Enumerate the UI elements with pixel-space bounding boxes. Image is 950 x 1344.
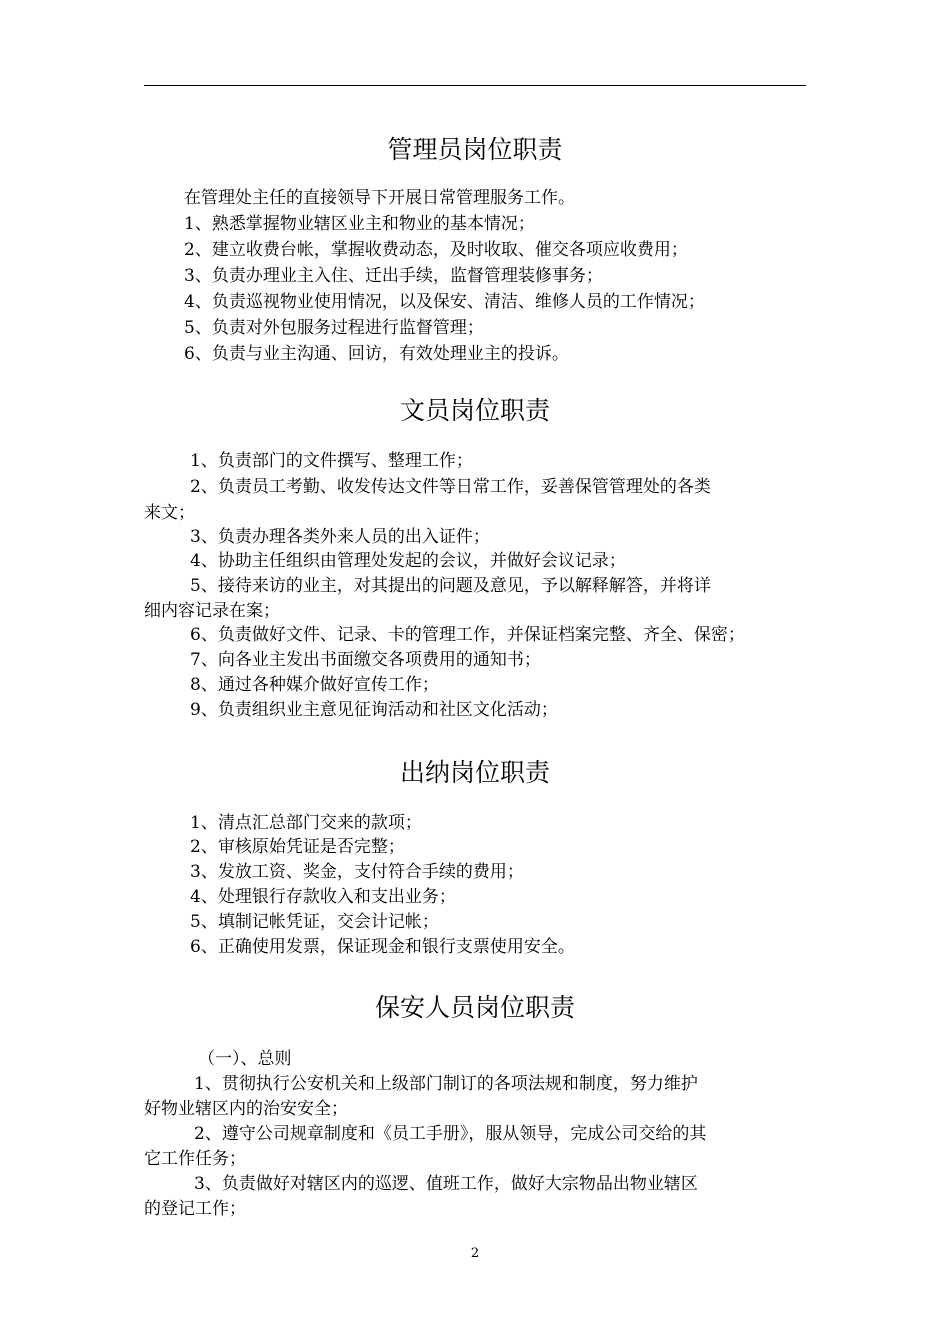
text-line: 1、清点汇总部门交来的款项； bbox=[190, 813, 422, 833]
text-line: 1、熟悉掌握物业辖区业主和物业的基本情况； bbox=[184, 214, 535, 234]
text-line: 2、遵守公司规章制度和《员工手册》，服从领导，完成公司交给的其 bbox=[194, 1124, 707, 1144]
text-line: 2、负责员工考勤、收发传达文件等日常工作，妥善保管管理处的各类 bbox=[190, 477, 711, 497]
text-line: 3、负责办理各类外来人员的出入证件； bbox=[190, 527, 490, 547]
text-line: 4、负责巡视物业使用情况，以及保安、清洁、维修人员的工作情况； bbox=[184, 292, 705, 312]
text-line: 5、接待来访的业主，对其提出的问题及意见，予以解释解答，并将详 bbox=[190, 576, 711, 596]
section-title-cashier: 出纳岗位职责 bbox=[399, 758, 550, 787]
text-line: 8、通过各种媒介做好宣传工作； bbox=[190, 675, 439, 695]
text-line: 3、负责办理业主入住、迁出手续，监督管理装修事务； bbox=[184, 266, 603, 286]
header-rule bbox=[144, 85, 806, 86]
text-line: 好物业辖区内的治安安全； bbox=[144, 1099, 348, 1119]
text-line: 2、建立收费台帐，掌握收费动态，及时收取、催交各项应收费用； bbox=[184, 240, 688, 260]
text-line: 9、负责组织业主意见征询活动和社区文化活动； bbox=[190, 700, 558, 720]
text-line: 5、填制记帐凭证，交会计记帐； bbox=[190, 912, 439, 932]
text-line: 的登记工作； bbox=[144, 1199, 246, 1219]
text-line: 来文； bbox=[144, 503, 195, 523]
text-line: 3、发放工资、奖金，支付符合手续的费用； bbox=[190, 862, 524, 882]
section-title-security: 保安人员岗位职责 bbox=[374, 993, 575, 1022]
text-line: 4、协助主任组织由管理处发起的会议，并做好会议记录； bbox=[190, 551, 626, 571]
text-line: 3、负责做好对辖区内的巡逻、值班工作，做好大宗物品出物业辖区 bbox=[194, 1174, 698, 1194]
page-number: 2 bbox=[470, 1246, 480, 1261]
section-title-clerk: 文员岗位职责 bbox=[399, 396, 550, 425]
text-line: 6、正确使用发票，保证现金和银行支票使用安全。 bbox=[190, 937, 575, 957]
text-line: 它工作任务； bbox=[144, 1149, 246, 1169]
text-line: 4、处理银行存款收入和支出业务； bbox=[190, 887, 456, 907]
text-line: 2、审核原始凭证是否完整； bbox=[190, 837, 405, 857]
text-line: 1、贯彻执行公安机关和上级部门制订的各项法规和制度，努力维护 bbox=[194, 1074, 698, 1094]
text-line: 6、负责做好文件、记录、卡的管理工作，并保证档案完整、齐全、保密； bbox=[190, 625, 745, 645]
text-line: 细内容记录在案； bbox=[144, 601, 280, 621]
section-title-administrator: 管理员岗位职责 bbox=[387, 135, 563, 164]
text-line: 在管理处主任的直接领导下开展日常管理服务工作。 bbox=[184, 188, 575, 208]
text-line: 7、向各业主发出书面缴交各项费用的通知书； bbox=[190, 650, 541, 670]
text-line: （一）、总则 bbox=[198, 1049, 292, 1069]
text-line: 5、负责对外包服务过程进行监督管理； bbox=[184, 318, 484, 338]
text-line: 6、负责与业主沟通、回访，有效处理业主的投诉。 bbox=[184, 344, 569, 364]
text-line: 1、负责部门的文件撰写、整理工作； bbox=[190, 451, 473, 471]
